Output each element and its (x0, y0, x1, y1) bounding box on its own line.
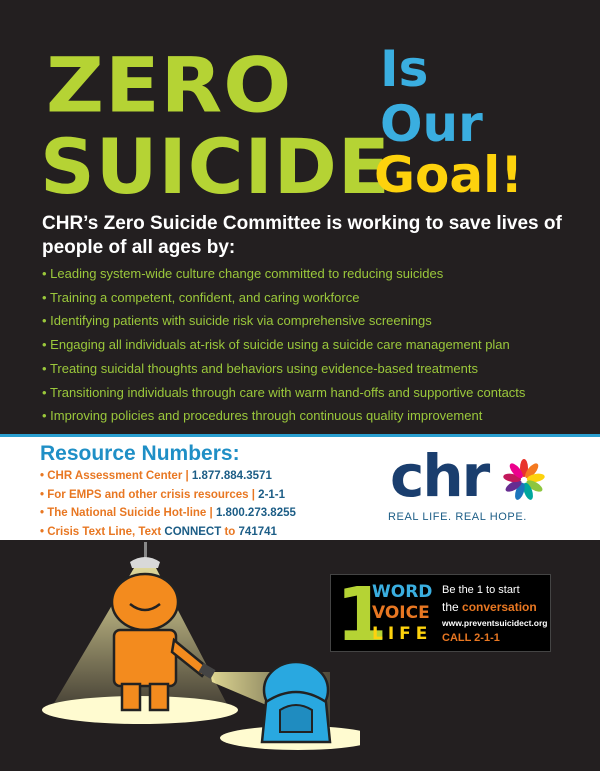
campaign-life: LIFE (372, 624, 433, 644)
resource-item (40, 467, 296, 486)
logo-tagline: REAL LIFE. REAL HOPE. (388, 511, 527, 523)
text-number[interactable]: 741741 (238, 525, 277, 538)
list-item: • Treating suicidal thoughts and behaviors using evidence-based treatments (42, 357, 592, 381)
commitment-list (42, 262, 592, 428)
spotlight-illustration (30, 542, 360, 771)
campaign-call: CALL 2-1-1 (442, 632, 500, 644)
campaign-word: WORD (372, 582, 433, 602)
resource-item (40, 523, 296, 542)
phone-number[interactable]: 1.800.273.8255 (215, 507, 296, 520)
list-item: • Transitioning individuals through care with warm hand-offs and supportive contacts (42, 381, 592, 405)
resource-label: For EMPS and other crisis resources | (47, 488, 259, 501)
headline-zero: ZERO (46, 41, 293, 130)
campaign-url[interactable]: www.preventsuicidect.org (442, 618, 548, 628)
resource-item (40, 504, 296, 523)
text-keyword: CONNECT (164, 525, 222, 538)
list-item: • Training a competent, confident, and caring workforce (42, 286, 592, 310)
resource-label: The National Suicide Hot-line | (47, 507, 216, 520)
campaign-one: 1 (336, 572, 388, 658)
flower-icon (502, 458, 546, 502)
resource-label: Crisis Text Line, Text (47, 525, 165, 538)
campaign-line2-a: the (442, 600, 463, 614)
list-item: • Identifying patients with suicide risk via comprehensive screenings (42, 309, 592, 333)
campaign-line2-b: conversation (462, 600, 537, 614)
divider (0, 434, 600, 437)
campaign-line2 (442, 600, 537, 614)
phone-number[interactable]: 2-1-1 (258, 488, 286, 501)
campaign-line1: Be the 1 to start (442, 584, 520, 596)
list-item: • Leading system-wide culture change committed to reducing suicides (42, 262, 592, 286)
headline-is: Is (380, 40, 429, 98)
list-item: • Engaging all individuals at-risk of suicide using a suicide care management plan (42, 333, 592, 357)
headline-our: Our (380, 95, 483, 153)
headline-goal: Goal! (374, 146, 524, 204)
resource-label: CHR Assessment Center | (47, 470, 192, 482)
phone-number[interactable]: 1.877.884.3571 (191, 470, 272, 482)
resource-title: Resource Numbers: (40, 442, 240, 465)
intro-text: CHR’s Zero Suicide Committee is working to save lives of people of all ages by: (42, 213, 562, 258)
campaign-voice: VOICE (372, 603, 430, 623)
resource-label: to (221, 525, 239, 538)
headline-suicide: SUICIDE (40, 122, 391, 211)
resource-list (40, 467, 296, 541)
list-item: • Improving policies and procedures through continuous quality improvement (42, 404, 592, 428)
chr-logo: chr (390, 442, 489, 510)
resource-item (40, 486, 296, 505)
